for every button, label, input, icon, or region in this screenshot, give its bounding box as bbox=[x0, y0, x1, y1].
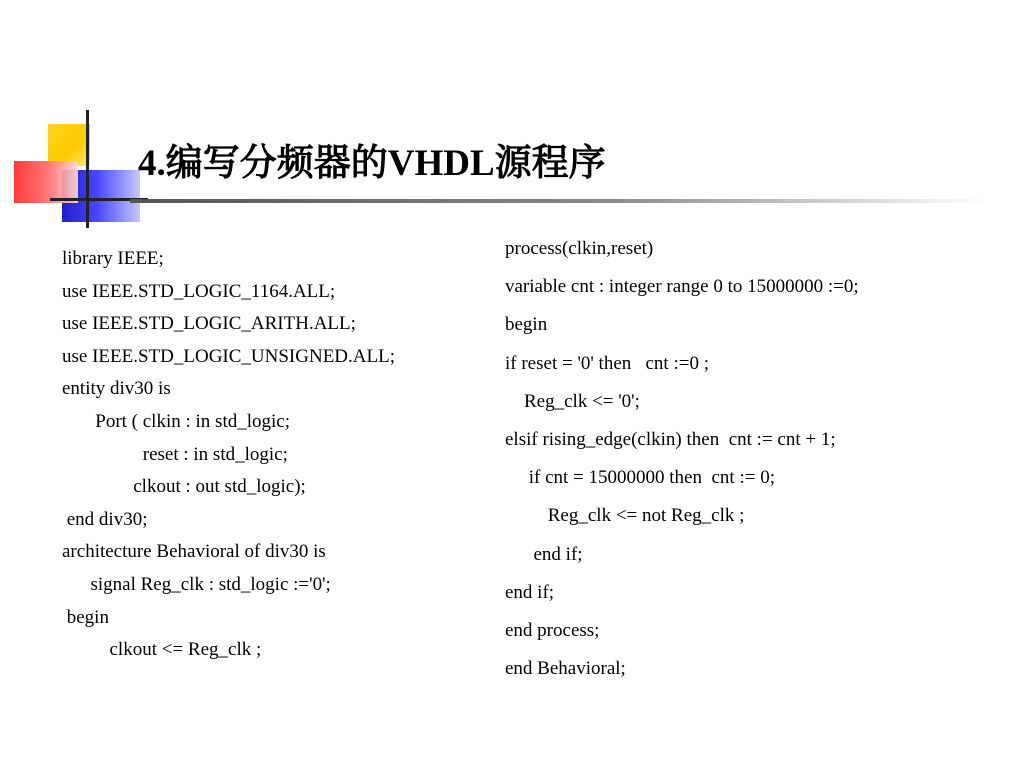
yellow-square-decoration bbox=[48, 124, 90, 166]
code-left-line: architecture Behavioral of div30 is bbox=[62, 541, 326, 563]
code-left-line: clkout : out std_logic); bbox=[62, 476, 306, 498]
red-square-decoration bbox=[14, 161, 78, 203]
code-block-right bbox=[505, 230, 859, 688]
code-right-line: Reg_clk <= '0'; bbox=[505, 390, 640, 412]
code-left-line: begin bbox=[62, 606, 109, 628]
code-right-line: end if; bbox=[505, 543, 583, 565]
code-left-line: use IEEE.STD_LOGIC_ARITH.ALL; bbox=[62, 313, 356, 335]
code-right-line: begin bbox=[505, 314, 548, 336]
code-right-line: process(clkin,reset) bbox=[505, 238, 654, 259]
code-right-line: Reg_clk <= not Reg_clk ; bbox=[505, 505, 745, 527]
vertical-line-decoration bbox=[86, 110, 89, 228]
code-left-line: signal Reg_clk : std_logic :='0'; bbox=[62, 573, 331, 595]
code-right-line: end process; bbox=[505, 619, 600, 641]
code-left-line: library IEEE; bbox=[62, 248, 164, 269]
code-left-line: use IEEE.STD_LOGIC_UNSIGNED.ALL; bbox=[62, 345, 395, 367]
code-left-line: entity div30 is bbox=[62, 378, 171, 400]
code-right-line: end if; bbox=[505, 581, 555, 603]
title-underline bbox=[130, 199, 990, 203]
code-right-line: if cnt = 15000000 then cnt := 0; bbox=[505, 467, 775, 489]
code-left-line: reset : in std_logic; bbox=[62, 443, 288, 465]
code-left-line: Port ( clkin : in std_logic; bbox=[62, 410, 290, 432]
page-title: 4.编写分频器的VHDL源程序 bbox=[138, 143, 606, 184]
code-right-line: elsif rising_edge(clkin) then cnt := cnt + 1; bbox=[505, 428, 836, 450]
code-block-left bbox=[62, 243, 395, 667]
code-left-line: clkout <= Reg_clk ; bbox=[62, 639, 262, 661]
slide-logo-decoration bbox=[0, 0, 150, 240]
code-left-line: end div30; bbox=[62, 508, 148, 530]
code-left-line: use IEEE.STD_LOGIC_1164.ALL; bbox=[62, 280, 336, 302]
code-right-line: end Behavioral; bbox=[505, 658, 626, 680]
code-right-line: variable cnt : integer range 0 to 15000000 :=0; bbox=[505, 276, 859, 298]
code-right-line: if reset = '0' then cnt :=0 ; bbox=[505, 352, 709, 374]
